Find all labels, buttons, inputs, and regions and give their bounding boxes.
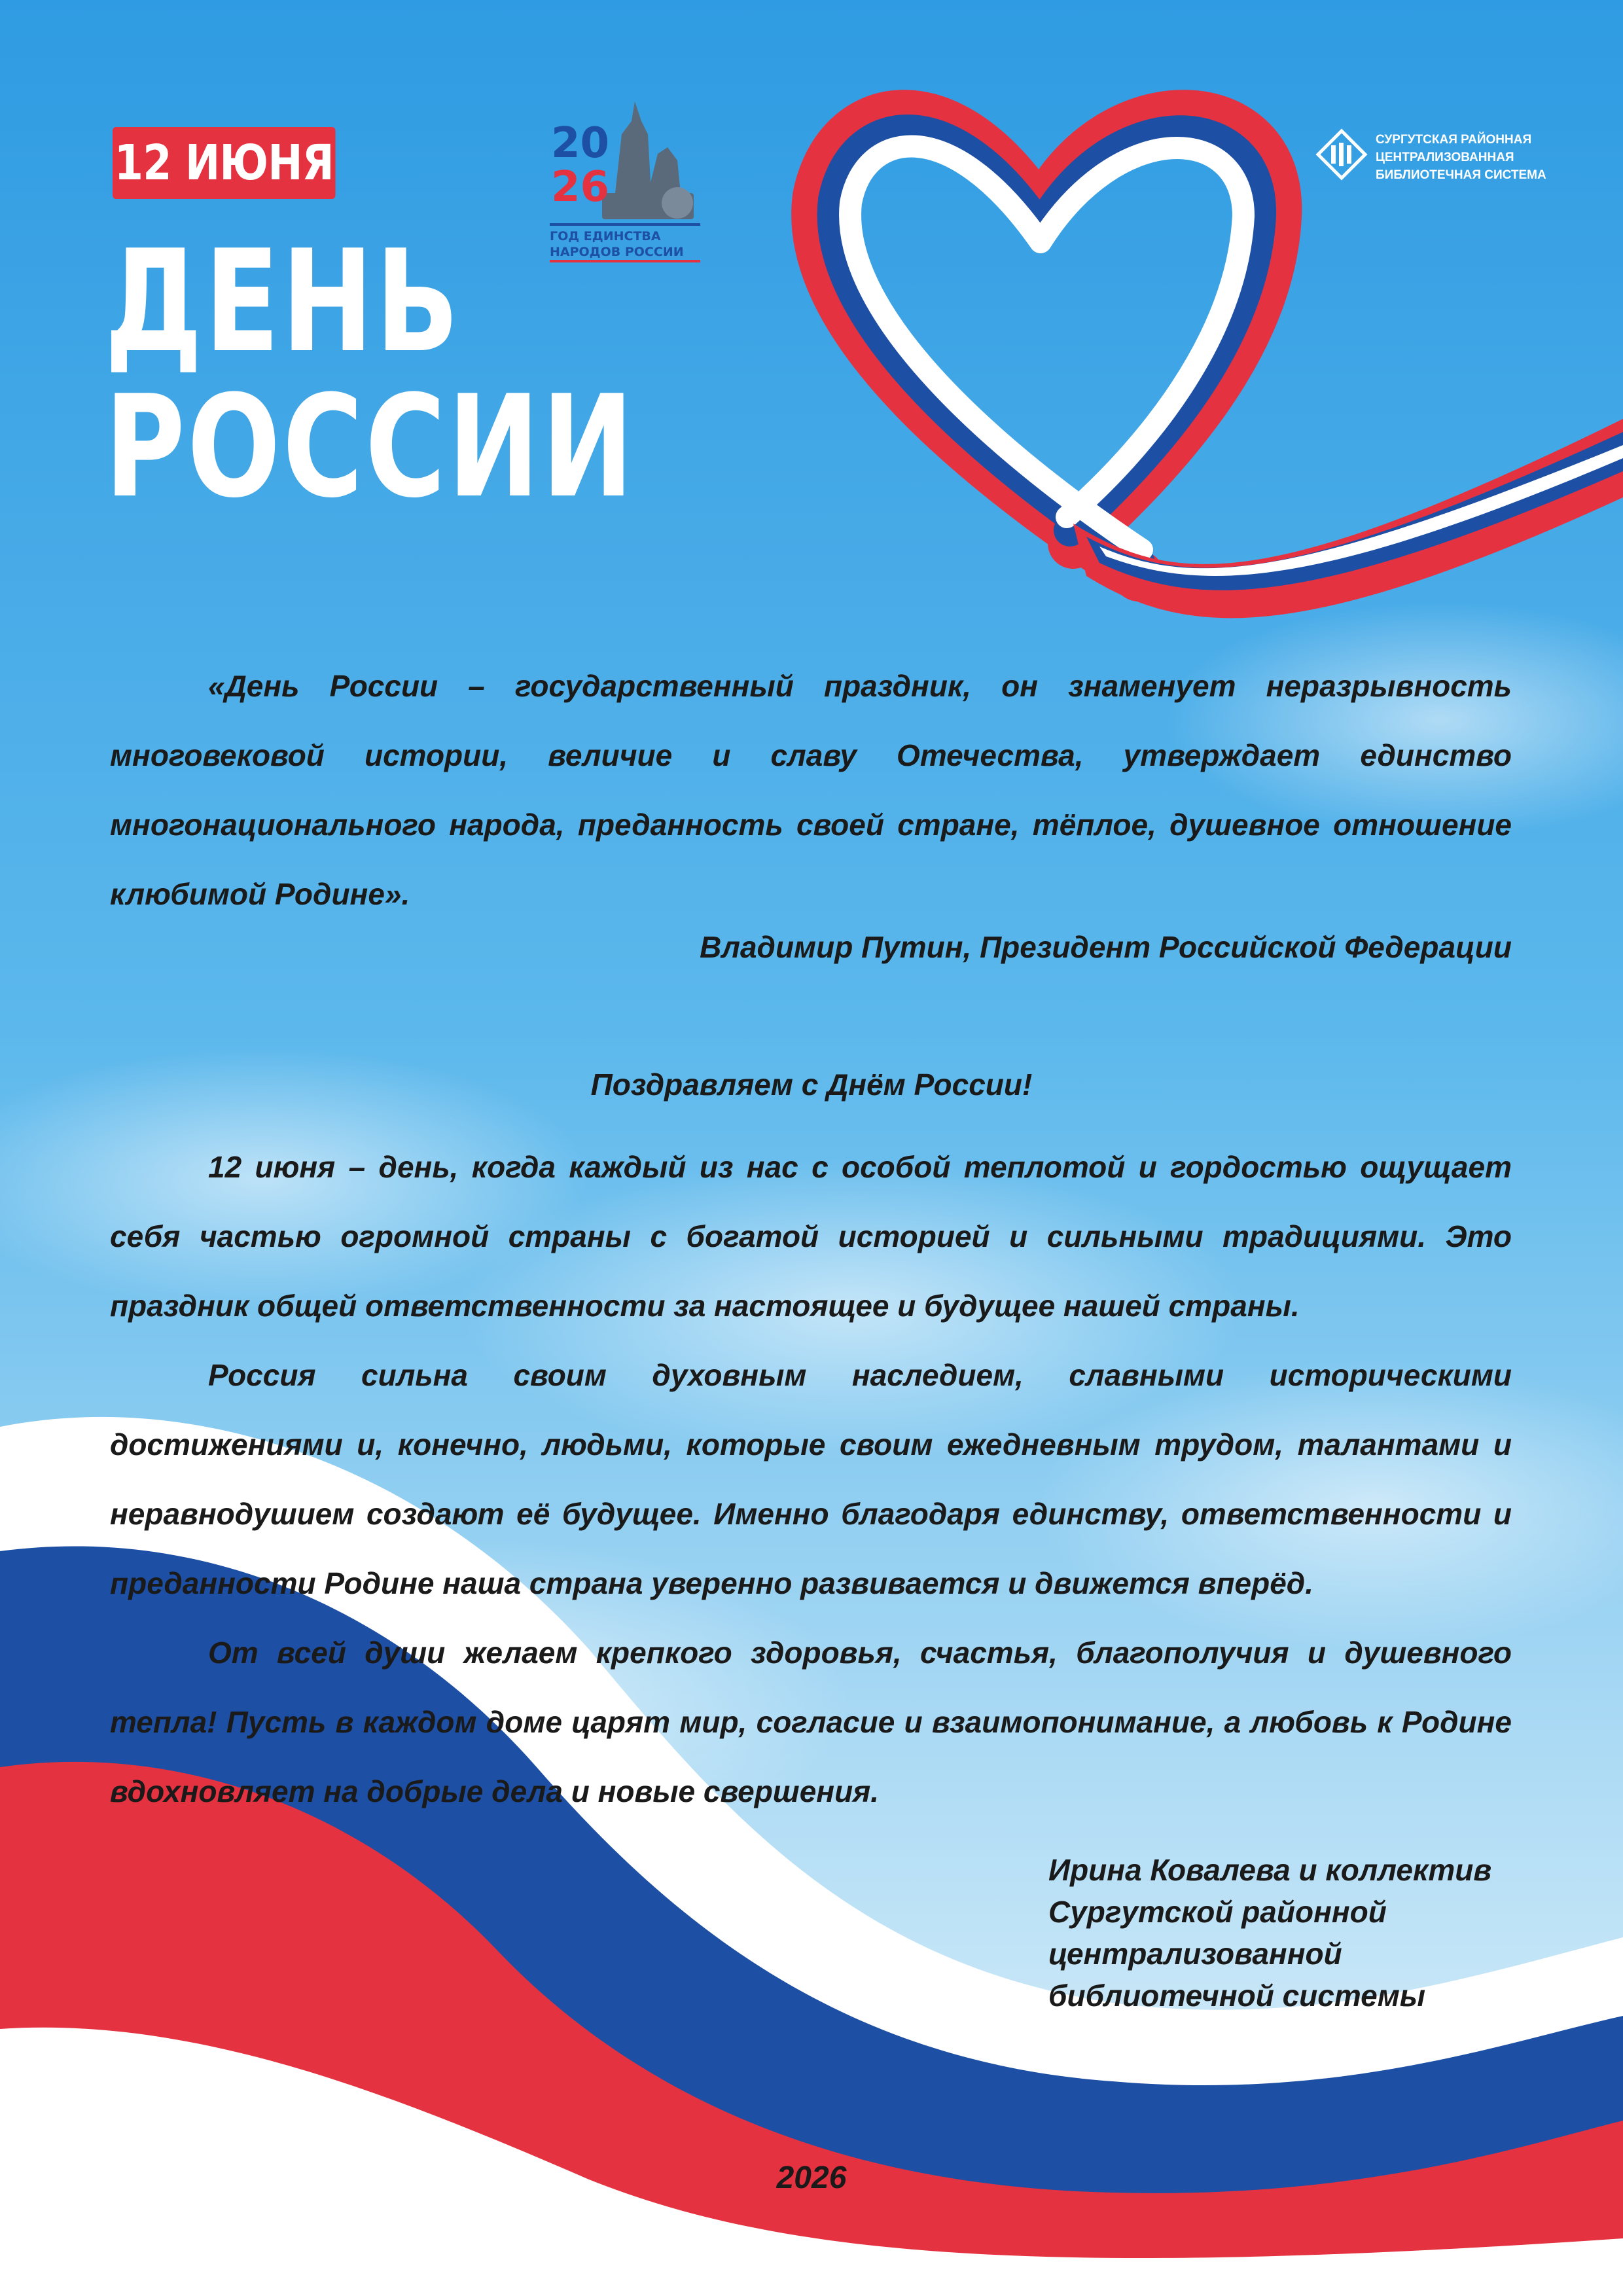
quote-block bbox=[110, 651, 1512, 929]
greeting-paragraph: 12 июня – день, когда каждый из нас с особой теплотой и гордостью ощущает себя частью огромной страны с богатой историей и сильными традициями. Это праздник общей ответственности за настоящее и будущее нашей страны. bbox=[110, 1150, 1512, 1323]
library-name-line-2: ЦЕНТРАЛИЗОВАННАЯ bbox=[1376, 151, 1514, 164]
greeting-title: Поздравляем с Днём России! bbox=[590, 1067, 1033, 1102]
quote-text: «День России – государственный праздник, он знаменует неразрывность многовековой истории, величие и славу Отечества, утверждает единство многонационального народа, преданность своей стране, тёплое, душевное отношение клюбимой Родине». bbox=[110, 669, 1512, 911]
page-title bbox=[105, 219, 636, 529]
year-caption-2: НАРОДОВ РОССИИ bbox=[550, 245, 684, 259]
quote-author: Владимир Путин, Президент Российской Федерации bbox=[700, 930, 1512, 964]
signature-line-4: библиотечной системы bbox=[1048, 1979, 1426, 2013]
library-emblem-icon bbox=[1315, 128, 1368, 181]
library-name-line-1: СУРГУТСКАЯ РАЙОННАЯ bbox=[1376, 133, 1532, 147]
monument-icon bbox=[602, 101, 694, 219]
year-bottom: 26 bbox=[551, 163, 610, 211]
signature-line-1: Ирина Ковалева и коллектив bbox=[1048, 1853, 1492, 1887]
date-badge: 12 ИЮНЯ bbox=[113, 127, 336, 199]
year-of-unity-logo bbox=[550, 95, 707, 264]
title-line-2: РОССИИ bbox=[105, 365, 636, 529]
library-logo bbox=[1315, 128, 1603, 187]
signature bbox=[1048, 1849, 1491, 2017]
greeting-body bbox=[110, 1132, 1512, 1826]
library-name-line-3: БИБЛИОТЕЧНАЯ СИСТЕМА bbox=[1376, 168, 1546, 182]
greeting-paragraph: От всей души желаем крепкого здоровья, счастья, благополучия и душевного тепла! Пусть в каждом доме царят мир, согласие и взаимопонимание, а любовь к Родине вдохновляет на добрые дела и новые свершения. bbox=[110, 1636, 1512, 1808]
title-line-1: ДЕНЬ bbox=[105, 219, 461, 384]
signature-line-2: Сургутской районной bbox=[1048, 1895, 1387, 1929]
year-caption-1: ГОД ЕДИНСТВА bbox=[550, 229, 661, 243]
year-top: 20 bbox=[551, 119, 610, 168]
greeting-paragraph: Россия сильна своим духовным наследием, славными историческими достижениями и, конечно, людьми, которые своим ежедневным трудом, талантами и неравнодушием создают её будущее. Именно благодаря единству, ответственности и преданности Родине наша страна уверенно развивается и движется вперёд. bbox=[110, 1358, 1512, 1600]
footer-year: 2026 bbox=[776, 2161, 847, 2195]
signature-line-3: централизованной bbox=[1048, 1937, 1342, 1971]
